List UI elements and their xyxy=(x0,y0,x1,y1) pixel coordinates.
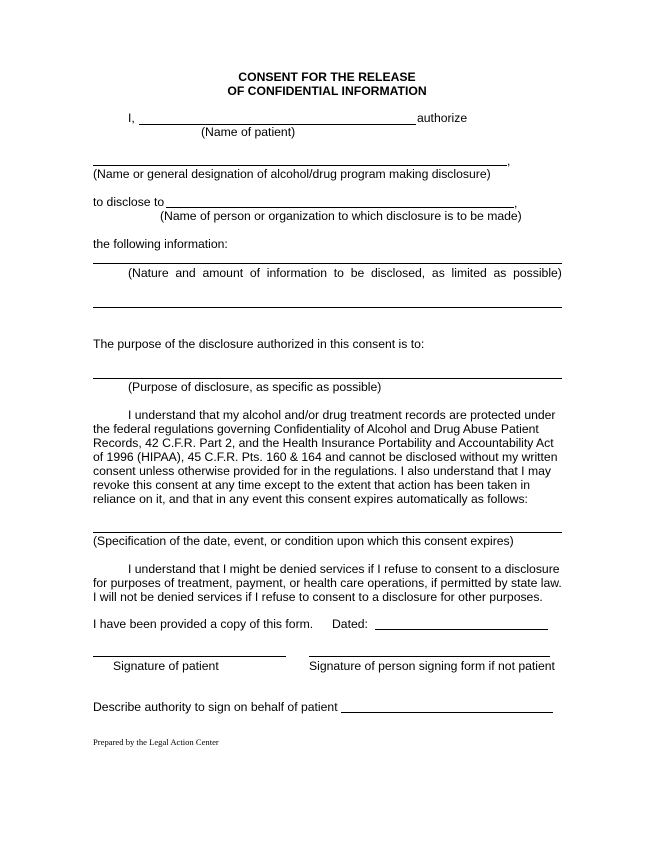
information-caption-word: and xyxy=(175,266,196,280)
understanding-line-1: I understand that my alcohol and/or drug treatment records are protected under xyxy=(128,408,556,422)
information-caption-word: as xyxy=(493,266,507,280)
recipient-caption: (Name of person or organization to which disclosure is to be made) xyxy=(160,209,522,223)
information-caption-word: amount xyxy=(202,266,244,280)
form-title-line-1: CONSENT FOR THE RELEASE xyxy=(238,70,416,84)
denial-line-3: I will not be denied services if I refuse to consent to a disclosure for other purposes. xyxy=(93,590,543,604)
authority-label: Describe authority to sign on behalf of patient xyxy=(93,700,338,714)
understanding-line-6: revoke this consent at any time except to the extent that action has been taken in xyxy=(93,478,530,492)
authorize-label: authorize xyxy=(417,111,468,125)
information-caption-word: to xyxy=(333,266,344,280)
information-caption-word: information xyxy=(266,266,328,280)
understanding-line-4: of 1996 (HIPAA), 45 C.F.R. Pts. 160 & 164 and cannot be disclosed without my written xyxy=(93,450,558,464)
copy-provided-text: I have been provided a copy of this form. xyxy=(93,617,314,631)
information-caption-word: be xyxy=(350,266,365,280)
understanding-line-3: Records, 42 C.F.R. Part 2, and the Health Insurance Portability and Accountability Act xyxy=(93,436,554,450)
information-caption-word: limited xyxy=(451,266,487,280)
other-signature-label: Signature of person signing form if not patient xyxy=(309,659,555,673)
program-name-field[interactable] xyxy=(93,165,507,166)
program-comma: , xyxy=(507,154,511,168)
expiration-caption: (Specification of the date, event, or condition upon which this consent expires) xyxy=(93,534,514,548)
understanding-line-2: the federal regulations governing Confidentiality of Alcohol and Drug Abuse Patient xyxy=(93,422,539,436)
information-caption-word: as xyxy=(431,266,445,280)
other-signature-field[interactable] xyxy=(309,656,550,657)
recipient-comma: , xyxy=(514,196,518,210)
program-caption: (Name or general designation of alcohol/drug program making disclosure) xyxy=(93,167,491,181)
information-caption-word: of xyxy=(249,266,261,280)
denial-line-1: I understand that I might be denied services if I refuse to consent to a disclosure xyxy=(128,562,560,576)
patient-name-caption: (Name of patient) xyxy=(201,125,296,139)
disclose-to-label: to disclose to xyxy=(93,195,165,209)
dated-label: Dated: xyxy=(332,617,368,631)
purpose-label: The purpose of the disclosure authorized in this consent is to: xyxy=(93,337,425,351)
information-caption-word: (Nature xyxy=(128,266,169,280)
purpose-field[interactable] xyxy=(93,378,562,379)
information-field-line-1[interactable] xyxy=(93,263,562,264)
understanding-line-7: reliance on it, and that in any event this consent expires automatically as follows: xyxy=(93,492,528,506)
understanding-line-5: consent unless otherwise provided for in the regulations. I also understand that I may xyxy=(93,464,551,478)
denial-line-2: for purposes of treatment, payment, or health care operations, if permitted by state law. xyxy=(93,576,562,590)
expiration-field[interactable] xyxy=(93,532,562,533)
date-field[interactable] xyxy=(375,629,548,630)
patient-signature-field[interactable] xyxy=(93,656,286,657)
information-field-line-2[interactable] xyxy=(93,307,562,308)
purpose-caption: (Purpose of disclosure, as specific as possible) xyxy=(128,380,382,394)
information-caption-word: possible) xyxy=(513,266,562,280)
information-caption-word: disclosed, xyxy=(370,266,426,280)
patient-signature-label: Signature of patient xyxy=(113,659,219,673)
information-label: the following information: xyxy=(93,237,228,251)
authority-field[interactable] xyxy=(341,712,553,713)
recipient-name-field[interactable] xyxy=(166,207,514,208)
form-title-line-2: OF CONFIDENTIAL INFORMATION xyxy=(227,84,427,98)
patient-prefix: I, xyxy=(128,111,135,125)
information-caption xyxy=(128,266,562,280)
prepared-by-footer: Prepared by the Legal Action Center xyxy=(93,737,219,747)
